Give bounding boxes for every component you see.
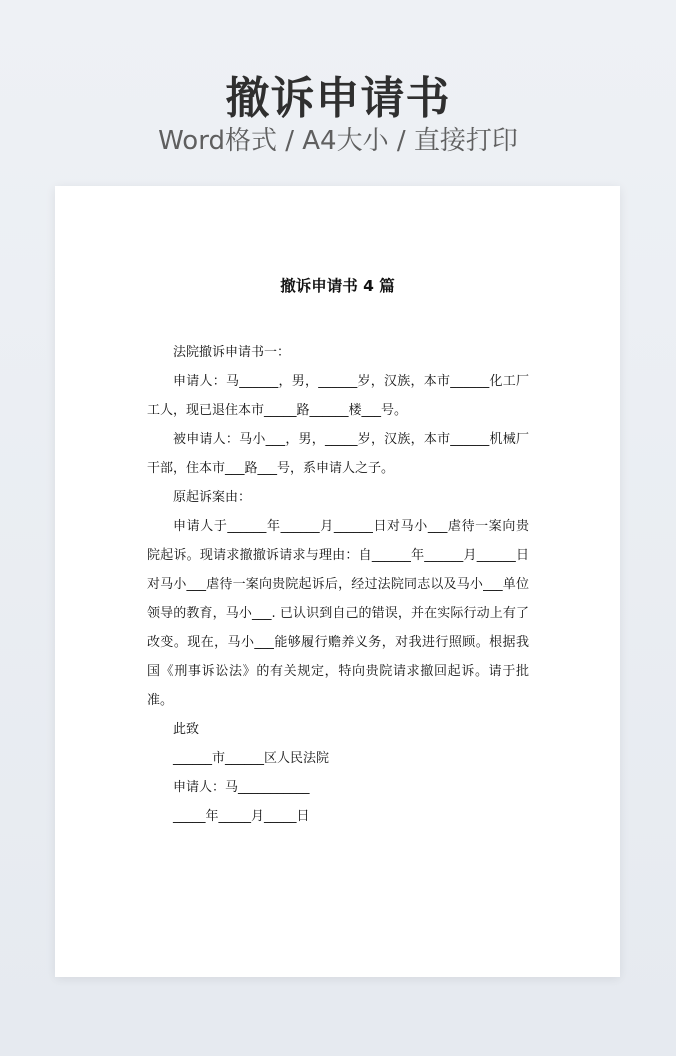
paragraph-date: _____年_____月_____日 bbox=[173, 809, 310, 824]
paragraph-salutation: 此致 bbox=[173, 722, 200, 737]
document-body bbox=[147, 338, 529, 831]
paragraph-respondent: 被申请人：马小___，男，_____岁，汉族，本市______机械厂干部，住本市___路___号，系申请人之子。 bbox=[147, 432, 529, 476]
page-title: 撤诉申请书 bbox=[225, 73, 451, 124]
paragraph-case-cause-label: 原起诉案由： bbox=[173, 490, 252, 505]
page-subtitle: Word格式 / A4大小 / 直接打印 bbox=[158, 126, 518, 156]
paragraph-court-name: ______市______区人民法院 bbox=[173, 751, 330, 766]
document-title: 撤诉申请书 4 篇 bbox=[280, 277, 395, 295]
document-page bbox=[55, 186, 620, 977]
paragraph-signature: 申请人：马___________ bbox=[173, 780, 310, 795]
paragraph-applicant: 申请人：马______，男，______岁，汉族，本市______化工厂工人，现已退住本市_____路______楼___号。 bbox=[147, 374, 529, 418]
paragraph-court-heading: 法院撤诉申请书一： bbox=[173, 345, 291, 360]
paragraph-case-cause: 申请人于______年______月______日对马小___虐待一案向贵院起诉。现请求撤撤诉请求与理由：自______年______月______日对马小___虐待一案向贵院起诉后，经过法院同志以及马小___单位领导的教育，马小___. 已认识到自己的错误，并在实际行动上有了改变。现在，马小___能够履行赡养义务，对我进行照顾。根据我国《刑事诉讼法》的有关规定，特向贵院请求撤回起诉。请于批准。 bbox=[147, 519, 529, 708]
